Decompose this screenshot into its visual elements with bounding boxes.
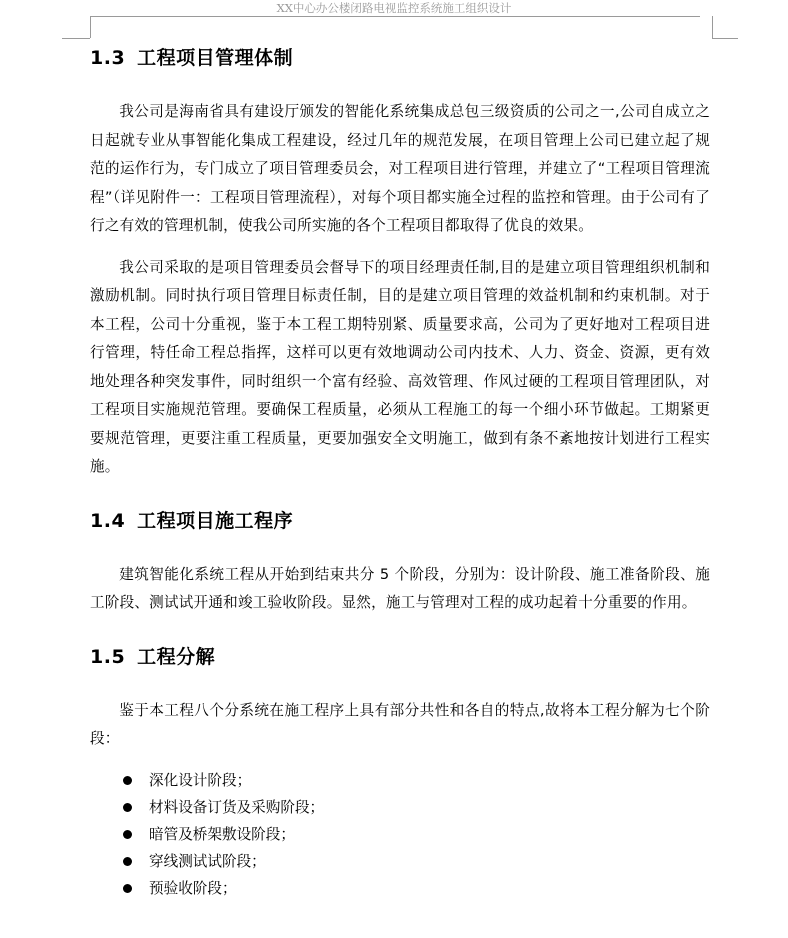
bullet-icon	[123, 776, 132, 785]
document-body	[90, 40, 710, 902]
page-header: XX中心办公楼闭路电视监控系统施工组织设计	[276, 1, 512, 15]
section-title: 工程分解	[137, 645, 216, 668]
section-number: 1.4	[90, 509, 126, 532]
section-heading-1-3	[90, 40, 710, 76]
list-item: 预验收阶段；	[123, 875, 710, 902]
margin-mark-top-left-horizontal	[62, 38, 90, 39]
stage-list	[90, 767, 710, 902]
paragraph: 我公司是海南省具有建设厅颁发的智能化系统集成总包三级资质的公司之一,公司自成立之日起就专业从事智能化集成工程建设，经过几年的规范发展，在项目管理上公司已建立起了规范的运作行为，专门成立了项目管理委员会，对工程项目进行管理，并建立了“工程项目管理流程”（详见附件一：工程项目管理流程），对每个项目都实施全过程的监控和管理。由于公司有了行之有效的管理机制，使我公司所实施的各个工程项目都取得了优良的效果。	[90, 103, 710, 234]
list-item: 深化设计阶段；	[123, 767, 710, 794]
section-title: 工程项目施工程序	[137, 509, 294, 532]
margin-mark-top-right	[712, 16, 713, 38]
section-number: 1.5	[90, 645, 126, 668]
paragraph: 建筑智能化系统工程从开始到结束共分 5 个阶段，分别为：设计阶段、施工准备阶段、施工阶段、测试试开通和竣工验收阶段。显然，施工与管理对工程的成功起着十分重要的作用。	[90, 565, 710, 611]
list-item: 穿线测试试阶段；	[123, 848, 710, 875]
margin-mark-top-left	[90, 16, 91, 38]
paragraph: 我公司采取的是项目管理委员会督导下的项目经理责任制,目的是建立项目管理组织机制和激励机制。同时执行项目管理目标责任制，目的是建立项目管理的效益机制和约束机制。对于本工程，公司十分重视，鉴于本工程工期特别紧、质量要求高，公司为了更好地对工程项目进行管理，特任命工程总指挥，这样可以更有效地调动公司内技术、人力、资金、资源，更有效地处理各种突发事件，同时组织一个富有经验、高效管理、作风过硬的工程项目管理团队，对工程项目实施规范管理。要确保工程质量，必须从工程施工的每一个细小环节做起。工期紧更要规范管理，更要注重工程质量，更要加强安全文明施工，做到有条不紊地按计划进行工程实施。	[90, 258, 710, 475]
margin-mark-top-right-horizontal	[712, 38, 738, 39]
paragraph: 鉴于本工程八个分系统在施工程序上具有部分共性和各自的特点,故将本工程分解为七个阶段：	[90, 701, 710, 747]
list-item: 暗管及桥架敷设阶段；	[123, 821, 710, 848]
section-heading-1-5	[90, 639, 710, 675]
section-number: 1.3	[90, 47, 126, 69]
bullet-icon	[123, 803, 132, 812]
list-item: 材料设备订货及采购阶段；	[123, 794, 710, 821]
header-rule	[90, 16, 700, 17]
bullet-icon	[123, 857, 132, 866]
bullet-icon	[123, 884, 132, 893]
bullet-icon	[123, 830, 132, 839]
section-title: 工程项目管理体制	[137, 47, 294, 69]
section-heading-1-4	[90, 503, 710, 539]
